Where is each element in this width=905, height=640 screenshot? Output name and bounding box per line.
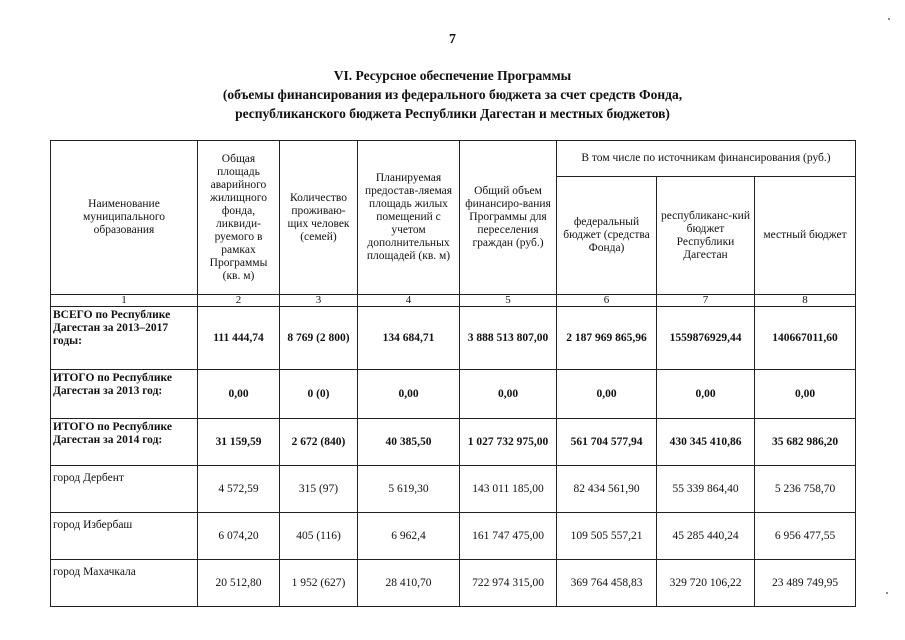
cell-federal: 82 434 561,90 [557, 466, 657, 513]
heading-line-3: республиканского бюджета Республики Дагестан и местных бюджетов) [235, 106, 670, 121]
cell-total: 722 974 315,00 [460, 560, 557, 607]
cell-planned: 40 385,50 [358, 419, 460, 466]
cell-republic: 329 720 106,22 [657, 560, 755, 607]
row-name: город Махачкала [51, 560, 198, 607]
header-local: местный бюджет [755, 177, 856, 295]
cell-republic: 430 345 410,86 [657, 419, 755, 466]
cell-people: 0 (0) [280, 370, 358, 419]
cell-area: 0,00 [198, 370, 280, 419]
cell-planned: 0,00 [358, 370, 460, 419]
col-number: 4 [358, 295, 460, 307]
page-number: 7 [449, 32, 456, 47]
cell-republic: 0,00 [657, 370, 755, 419]
col-number: 5 [460, 295, 557, 307]
section-heading [0, 66, 905, 123]
cell-republic: 1559876929,44 [657, 307, 755, 370]
col-number: 2 [198, 295, 280, 307]
cell-federal: 0,00 [557, 370, 657, 419]
header-planned-area: Планируемая предостав-ляемая площадь жилых помещений с учетом дополнительных площадей (кв. м) [358, 141, 460, 295]
cell-total: 143 011 185,00 [460, 466, 557, 513]
scan-speck [886, 592, 888, 594]
table-row [51, 560, 856, 607]
cell-local: 6 956 477,55 [755, 513, 856, 560]
table-row [51, 370, 856, 419]
cell-local: 35 682 986,20 [755, 419, 856, 466]
header-sources-group: В том числе по источникам финансирования (руб.) [557, 141, 856, 177]
column-number-row [51, 295, 856, 307]
col-number: 7 [657, 295, 755, 307]
scan-speck [888, 18, 890, 20]
cell-area: 20 512,80 [198, 560, 280, 607]
cell-people: 315 (97) [280, 466, 358, 513]
cell-federal: 369 764 458,83 [557, 560, 657, 607]
header-municipality: Наименование муниципального образования [51, 141, 198, 295]
cell-area: 4 572,59 [198, 466, 280, 513]
cell-people: 8 769 (2 800) [280, 307, 358, 370]
cell-planned: 5 619,30 [358, 466, 460, 513]
header-people: Количество проживаю-щих человек (семей) [280, 141, 358, 295]
table-row [51, 419, 856, 466]
resource-table [50, 140, 856, 607]
header-total-funding: Общий объем финансиро-вания Программы для переселения граждан (руб.) [460, 141, 557, 295]
cell-local: 140667011,60 [755, 307, 856, 370]
cell-planned: 6 962,4 [358, 513, 460, 560]
cell-republic: 55 339 864,40 [657, 466, 755, 513]
cell-area: 31 159,59 [198, 419, 280, 466]
header-federal: федеральный бюджет (средства Фонда) [557, 177, 657, 295]
cell-local: 0,00 [755, 370, 856, 419]
cell-total: 0,00 [460, 370, 557, 419]
heading-line-2: (объемы финансирования из федерального бюджета за счет средств Фонда, [222, 87, 683, 102]
header-republic: республиканс-кий бюджет Республики Дагестан [657, 177, 755, 295]
heading-line-1: VI. Ресурсное обеспечение Программы [333, 68, 572, 83]
row-name: город Дербент [51, 466, 198, 513]
table-row [51, 466, 856, 513]
row-name: ИТОГО по Республике Дагестан за 2014 год: [51, 419, 198, 466]
col-number: 1 [51, 295, 198, 307]
table-row [51, 513, 856, 560]
cell-local: 23 489 749,95 [755, 560, 856, 607]
cell-area: 111 444,74 [198, 307, 280, 370]
header-area: Общая площадь аварийного жилищного фонда, ликвиди-руемого в рамках Программы (кв. м) [198, 141, 280, 295]
cell-people: 2 672 (840) [280, 419, 358, 466]
row-name: ВСЕГО по Республике Дагестан за 2013–2017 годы: [51, 307, 198, 370]
cell-federal: 2 187 969 865,96 [557, 307, 657, 370]
row-name: город Избербаш [51, 513, 198, 560]
cell-planned: 134 684,71 [358, 307, 460, 370]
cell-local: 5 236 758,70 [755, 466, 856, 513]
col-number: 3 [280, 295, 358, 307]
table-row [51, 307, 856, 370]
cell-people: 1 952 (627) [280, 560, 358, 607]
cell-republic: 45 285 440,24 [657, 513, 755, 560]
cell-total: 3 888 513 807,00 [460, 307, 557, 370]
cell-total: 161 747 475,00 [460, 513, 557, 560]
col-number: 8 [755, 295, 856, 307]
cell-planned: 28 410,70 [358, 560, 460, 607]
cell-people: 405 (116) [280, 513, 358, 560]
col-number: 6 [557, 295, 657, 307]
cell-federal: 561 704 577,94 [557, 419, 657, 466]
cell-federal: 109 505 557,21 [557, 513, 657, 560]
cell-total: 1 027 732 975,00 [460, 419, 557, 466]
row-name: ИТОГО по Республике Дагестан за 2013 год: [51, 370, 198, 419]
cell-area: 6 074,20 [198, 513, 280, 560]
